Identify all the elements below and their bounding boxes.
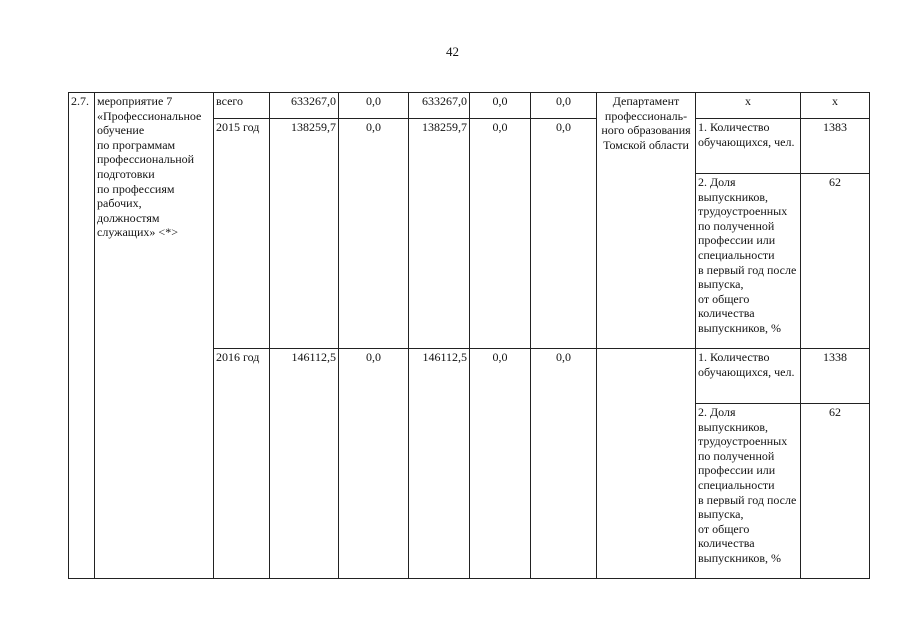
- value-cell: 0,0: [339, 119, 409, 349]
- value-cell: 138259,7: [270, 119, 339, 349]
- value-cell: 0,0: [339, 349, 409, 579]
- value-cell: 0,0: [531, 119, 597, 349]
- indicator-name: х: [696, 93, 801, 119]
- item-number: 2.7.: [69, 93, 95, 579]
- measure-name: мероприятие 7 «Профессиональное обучение по программам профессиональной подготовки по профессиям рабочих, должностям служащих» <*>: [95, 93, 214, 579]
- value-cell: 138259,7: [409, 119, 470, 349]
- value-cell: 633267,0: [270, 93, 339, 119]
- indicator-name: 2. Доля выпускников, трудоустроенных по полученной профессии или специальности в первый год после выпуска, от общего количества выпускников, %: [696, 404, 801, 579]
- value-cell: 0,0: [470, 93, 531, 119]
- period-cell: всего: [214, 93, 270, 119]
- value-cell: 0,0: [339, 93, 409, 119]
- indicator-value: 1383: [801, 119, 870, 174]
- executor-cell-empty: [597, 349, 696, 579]
- value-cell: 0,0: [531, 93, 597, 119]
- value-cell: 146112,5: [409, 349, 470, 579]
- page-number: 42: [446, 44, 459, 59]
- value-cell: 633267,0: [409, 93, 470, 119]
- table-row: [69, 93, 870, 119]
- indicator-value: х: [801, 93, 870, 119]
- period-cell: 2016 год: [214, 349, 270, 579]
- indicator-value: 1338: [801, 349, 870, 404]
- program-measures-table: [68, 92, 870, 579]
- indicator-name: 1. Количество обучающихся, чел.: [696, 349, 801, 404]
- indicator-name: 2. Доля выпускников, трудоустроенных по полученной профессии или специальности в первый год после выпуска, от общего количества выпускников, %: [696, 174, 801, 349]
- indicator-value: 62: [801, 174, 870, 349]
- indicator-value: 62: [801, 404, 870, 579]
- value-cell: 0,0: [470, 119, 531, 349]
- value-cell: 146112,5: [270, 349, 339, 579]
- indicator-name: 1. Количество обучающихся, чел.: [696, 119, 801, 174]
- value-cell: 0,0: [470, 349, 531, 579]
- value-cell: 0,0: [531, 349, 597, 579]
- executor-cell: Департамент профессиональ- ного образования Томской области: [597, 93, 696, 349]
- period-cell: 2015 год: [214, 119, 270, 349]
